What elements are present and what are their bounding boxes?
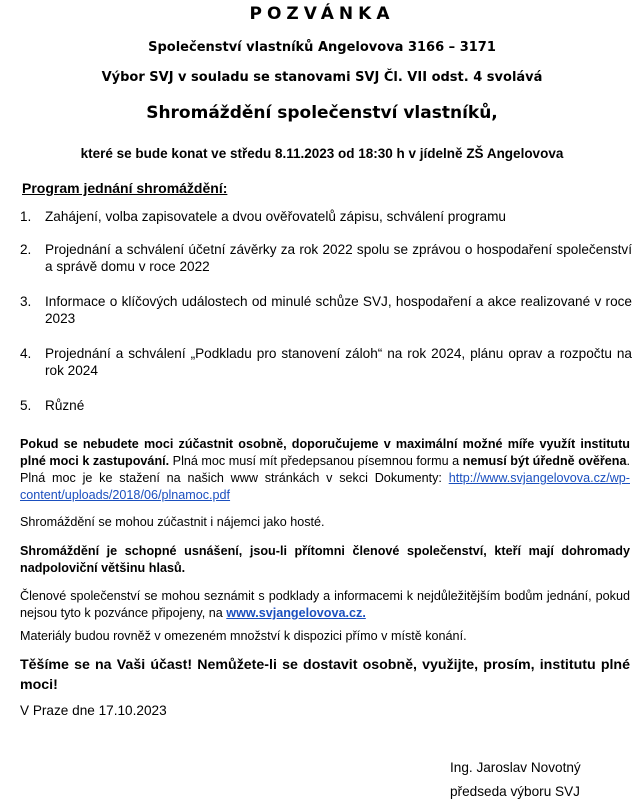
program-item (20, 208, 632, 225)
program-item (20, 241, 632, 275)
program-item-number: 4. (20, 346, 32, 361)
program-item-text: Projednání a schválení „Podkladu pro stanovení záloh“ na rok 2024, plánu oprav a rozpočtu na rok 2024 (45, 346, 632, 378)
proxy-no-certification: nemusí být úředně ověřena (462, 454, 627, 468)
proxy-recommendation: Pokud se nebudete moci zúčastnit osobně, doporučujeme v maximální možné míře využít institutu plné moci k zastupování. (20, 437, 630, 468)
website-link[interactable]: www.svjangelovova.cz. (226, 606, 366, 620)
program-item (20, 345, 632, 379)
materials-note (20, 588, 630, 622)
program-item-number: 3. (20, 294, 32, 309)
document-title: POZVÁNKA (249, 4, 395, 24)
issue-date: V Praze dne 17.10.2023 (20, 703, 167, 718)
quorum-note (20, 543, 630, 577)
proxy-form-link[interactable]: http://www.svjangelovova.cz/wp-content/uploads/2018/06/plnamoc.pdf (20, 471, 630, 502)
program-item (20, 397, 632, 414)
meeting-heading: Shromáždění společenství vlastníků, (146, 103, 498, 123)
signatory-name: Ing. Jaroslav Novotný (450, 760, 581, 775)
materials-onsite-note: Materiály budou rovněž v omezeném množství k dispozici přímo v místě konání. (20, 629, 467, 643)
program-item-text: Projednání a schválení účetní závěrky za rok 2022 spolu se zprávou o hospodaření společenství a správě domu v roce 2022 (45, 242, 632, 274)
closing-appeal: Těšíme se na Vaši účast! Nemůžete-li se dostavit osobně, využijte, prosím, institutu plné moci! (20, 657, 630, 693)
meeting-time-place: které se bude konat ve středu 8.11.2023 od 18:30 h v jídelně ZŠ Angelovova (80, 146, 564, 161)
proxy-download-text: . Plná moc je ke stažení na našich www stránkách v sekci Dokumenty: (20, 454, 630, 485)
program-item-number: 2. (20, 242, 32, 257)
quorum-text: Shromáždění je schopné usnášení, jsou-li přítomni členové společenství, kteří mají dohromady nadpoloviční většinu hlasů. (20, 544, 630, 575)
convener-line: Výbor SVJ v souladu se stanovami SVJ Čl. VII odst. 4 svolává (101, 70, 543, 85)
program-item-number: 1. (20, 209, 32, 224)
proxy-paragraph (20, 436, 630, 504)
program-item-text: Zahájení, volba zapisovatele a dvou ověřovatelů zápisu, schválení programu (45, 209, 506, 224)
association-name: Společenství vlastníků Angelovova 3166 – 3171 (148, 40, 496, 55)
tenants-note: Shromáždění se mohou zúčastnit i nájemci jako hosté. (20, 515, 325, 529)
program-item-number: 5. (20, 398, 32, 413)
program-item (20, 293, 632, 327)
materials-text: Členové společenství se mohou seznámit s podklady a informacemi k nejdůležitějším bodům jednání, pokud nejsou tyto k pozvánce připojeny, na (20, 589, 630, 620)
program-heading: Program jednání shromáždění: (22, 180, 228, 196)
signatory-role: předseda výboru SVJ (450, 784, 580, 799)
program-item-text: Informace o klíčových událostech od minulé schůze SVJ, hospodaření a akce realizované v roce 2023 (45, 294, 632, 326)
program-item-text: Různé (45, 398, 85, 413)
proxy-form-text: Plná moc musí mít předepsanou písemnou formu a (169, 454, 463, 468)
